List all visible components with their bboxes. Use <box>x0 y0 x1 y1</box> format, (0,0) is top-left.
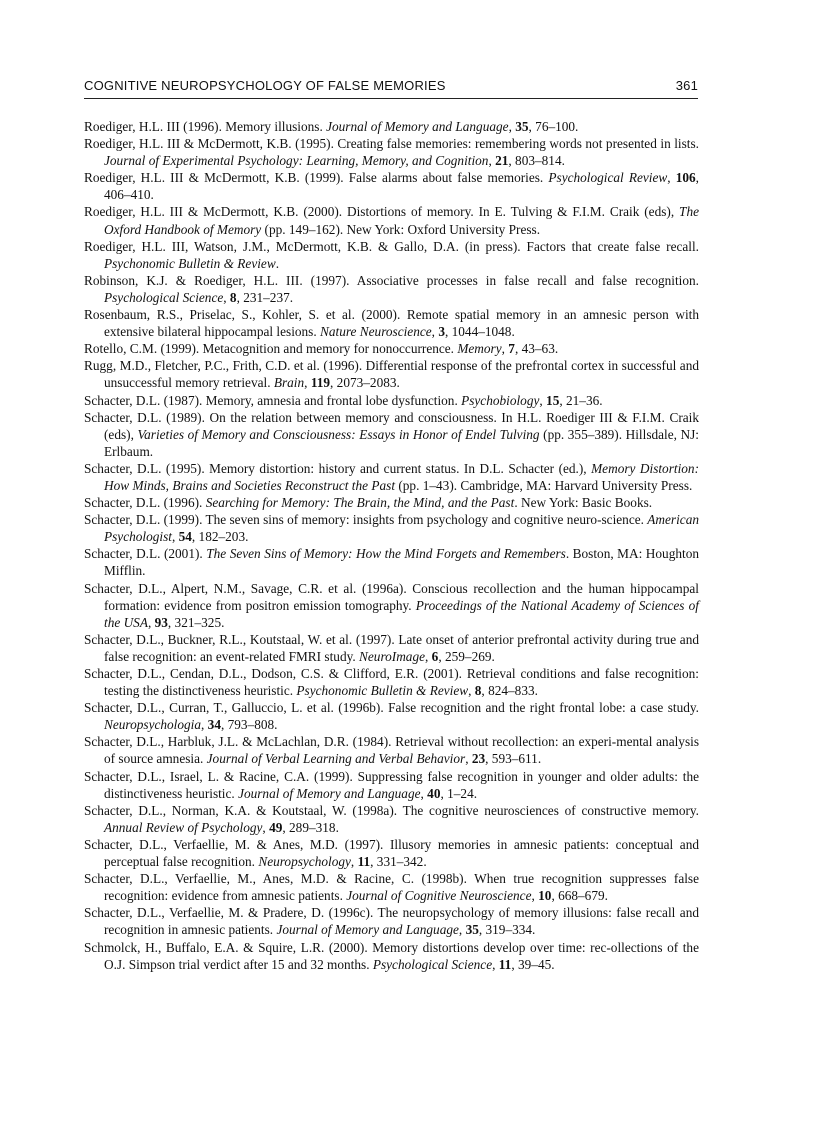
reference-text: , 2073–2083. <box>330 375 400 391</box>
reference-volume: 34 <box>207 717 221 733</box>
reference-text: , <box>223 289 230 305</box>
reference-entry <box>84 802 699 836</box>
reference-source-title: Memory <box>457 341 502 357</box>
reference-entry <box>84 631 699 665</box>
reference-volume: 93 <box>154 614 168 630</box>
reference-entry <box>84 870 699 904</box>
reference-source-title: Journal of Experimental Psychology: Learning, Memory, and Cognition <box>104 153 489 169</box>
reference-entry <box>84 357 699 391</box>
reference-text: , <box>488 153 496 169</box>
reference-text: Roediger, H.L. III & McDermott, K.B. (1995). Creating false memories: remembering words not presented in lists. <box>84 136 699 152</box>
reference-text: , <box>304 375 311 391</box>
reference-text: , <box>201 717 208 733</box>
reference-text: . <box>275 255 280 271</box>
reference-text: , <box>465 751 472 767</box>
reference-text: , <box>420 785 428 801</box>
reference-entry <box>84 580 699 631</box>
reference-source-title: Journal of Verbal Learning and Verbal Behavior <box>206 751 466 767</box>
reference-entry <box>84 665 699 699</box>
reference-text: Schacter, D.L. (1995). Memory distortion: history and current status. In D.L. Schacter (ed.), <box>84 460 592 476</box>
reference-source-title: The Oxford Handbook of Memory <box>104 204 699 237</box>
reference-text: , <box>539 392 547 408</box>
reference-text: , <box>508 119 516 134</box>
reference-text: Schacter, D.L., Verfaellie, M., Anes, M.D. & Racine, C. (1998b). When true recognition suppresses false recognition: evidence from amnesic patients. <box>84 871 699 904</box>
reference-source-title: American Psychologist <box>104 512 699 545</box>
reference-entry <box>84 939 699 973</box>
reference-source-title: Varieties of Memory and Consciousness: Essays in Honor of Endel Tulving <box>137 426 540 442</box>
reference-volume: 35 <box>515 119 529 134</box>
running-head-title: COGNITIVE NEUROPSYCHOLOGY OF FALSE MEMORIES <box>84 78 446 93</box>
reference-entry <box>84 733 699 767</box>
reference-source-title: NeuroImage <box>359 648 426 664</box>
reference-text: , 319–334. <box>478 922 536 938</box>
reference-entry <box>84 306 699 340</box>
reference-text: , 1044–1048. <box>444 324 515 340</box>
reference-text: Roediger, H.L. III & McDermott, K.B. (1999). False alarms about false memories. <box>84 170 549 186</box>
reference-entry <box>84 272 699 306</box>
reference-text: Schacter, D.L., Verfaellie, M. & Anes, M.D. (1997). Illusory memories in amnesic patients: conceptual and perceptual false recognition. <box>84 836 699 870</box>
reference-text: , <box>147 614 155 630</box>
reference-entry <box>84 545 699 579</box>
reference-text: Schacter, D.L. (1987). Memory, amnesia and frontal lobe dysfunction. <box>84 392 462 408</box>
reference-volume: 8 <box>229 289 237 305</box>
reference-text: , <box>262 819 270 835</box>
running-head <box>84 76 698 99</box>
reference-entry <box>84 392 699 409</box>
reference-volume: 21 <box>495 153 509 169</box>
reference-text: Schacter, D.L., Curran, T., Galluccio, L. et al. (1996b). False recognition and the right frontal lobe: a case study. <box>84 700 699 716</box>
reference-volume: 3 <box>438 324 445 340</box>
reference-text: Schacter, D.L., Alpert, N.M., Savage, C.R. et al. (1996a). Conscious recollection and the human hippocampal formation: evidence from positron emission tomography. <box>84 580 699 613</box>
reference-entry <box>84 118 699 135</box>
reference-text: Schacter, D.L., Israel, L. & Racine, C.A. (1999). Suppressing false recognition in younger and older adults: the distinctiveness heuristic. <box>84 768 699 801</box>
reference-text: Roediger, H.L. III, Watson, J.M., McDermott, K.B. & Gallo, D.A. (in press). Factors that create false recall. <box>84 238 699 254</box>
reference-text: , 76–100. <box>528 119 579 134</box>
reference-source-title: Annual Review of Psychology <box>104 819 263 835</box>
reference-volume: 11 <box>357 854 371 870</box>
reference-text: Rosenbaum, R.S., Priselac, S., Kohler, S. et al. (2000). Remote spatial memory in an amnesic person with extensive bilateral hippocampal lesions. <box>84 307 699 340</box>
reference-entry <box>84 238 699 272</box>
reference-source-title: Journal of Memory and Language <box>326 119 509 134</box>
reference-entry <box>84 836 699 870</box>
reference-text: Schacter, D.L., Harbluk, J.L. & McLachlan, D.R. (1984). Retrieval without recollection: an experi-mental analysis of source amnesia. <box>84 734 699 767</box>
reference-text: , 182–203. <box>191 529 249 545</box>
reference-volume: 6 <box>431 648 439 664</box>
reference-entry <box>84 169 699 203</box>
reference-text: , 259–269. <box>438 648 495 664</box>
reference-entry <box>84 460 699 494</box>
reference-source-title: Neuropsychology <box>258 854 351 870</box>
reference-source-title: Psychological Review <box>548 170 668 186</box>
reference-entry <box>84 135 699 169</box>
reference-text: , <box>171 529 179 545</box>
reference-text: , 593–611. <box>485 751 542 767</box>
reference-volume: 15 <box>546 392 560 408</box>
reference-entry <box>84 511 699 545</box>
reference-volume: 23 <box>471 751 486 767</box>
reference-source-title: Brain <box>273 375 305 391</box>
reference-text: , 406–410. <box>104 170 699 203</box>
reference-source-title: Neuropsychologia <box>104 717 202 733</box>
reference-text: , <box>492 956 499 972</box>
reference-source-title: Proceedings of the National Academy of Sciences of the USA <box>104 597 699 630</box>
reference-text: Robinson, K.J. & Roediger, H.L. III. (1997). Associative processes in false recall and false recognition. <box>84 272 699 288</box>
page-number: 361 <box>675 78 698 93</box>
reference-text: Schacter, D.L. (2001). <box>84 546 207 562</box>
reference-source-title: Psychonomic Bulletin & Review <box>296 683 469 699</box>
reference-source-title: Psychobiology <box>461 392 540 408</box>
reference-volume: 8 <box>474 683 482 699</box>
reference-source-title: Journal of Memory and Language <box>276 922 459 938</box>
reference-text: Schacter, D.L. (1996). <box>84 495 206 511</box>
reference-text: , 39–45. <box>511 956 555 972</box>
reference-entry <box>84 409 699 460</box>
reference-text: Roediger, H.L. III & McDermott, K.B. (2000). Distortions of memory. In E. Tulving & F.I.M. Craik (eds), <box>84 204 680 220</box>
reference-source-title: Journal of Cognitive Neuroscience <box>346 888 532 904</box>
reference-text: Rugg, M.D., Fletcher, P.C., Frith, C.D. et al. (1996). Differential response of the prefrontal cortex in successful and unsuccessful memory retrieval. <box>84 358 699 391</box>
reference-text: , 824–833. <box>481 683 538 699</box>
reference-text: Rotello, C.M. (1999). Metacognition and memory for nonoccurrence. <box>84 341 458 357</box>
reference-text: Schacter, D.L. (1989). On the relation between memory and consciousness. In H.L. Roediger III & F.I.M. Craik (eds), <box>84 409 699 442</box>
reference-text: , <box>531 888 539 904</box>
reference-text: . New York: Basic Books. <box>514 495 653 511</box>
reference-text: , <box>468 683 475 699</box>
reference-entry <box>84 203 699 237</box>
reference-text: . Boston, MA: Houghton Mifflin. <box>104 546 699 579</box>
reference-text: , 321–325. <box>167 614 225 630</box>
reference-source-title: Memory Distortion: How Minds, Brains and Societies Reconstruct the Past <box>104 460 699 493</box>
reference-list <box>84 118 699 973</box>
reference-volume: 54 <box>178 529 192 545</box>
reference-text: Schmolck, H., Buffalo, E.A. & Squire, L.R. (2000). Memory distortions develop over time: rec-ollections of the O.J. Simpson trial verdict after 15 and 32 months. <box>84 939 699 972</box>
reference-text: (pp. 1–43). Cambridge, MA: Harvard University Press. <box>395 477 693 493</box>
reference-source-title: Psychological Science <box>104 289 224 305</box>
reference-text: (pp. 149–162). New York: Oxford University Press. <box>261 221 541 237</box>
reference-text: , 289–318. <box>282 819 339 835</box>
reference-text: Schacter, D.L., Buckner, R.L., Koutstaal, W. et al. (1997). Late onset of anterior prefrontal activity during true and false recognition: an event-related FMRI study. <box>84 631 699 664</box>
reference-text: , 803–814. <box>508 153 565 169</box>
reference-entry <box>84 340 699 357</box>
reference-text: Schacter, D.L., Norman, K.A. & Koutstaal, W. (1998a). The cognitive neurosciences of constructive memory. <box>84 802 699 818</box>
reference-source-title: Psychonomic Bulletin & Review <box>104 255 276 271</box>
reference-text: Roediger, H.L. III (1996). Memory illusions. <box>84 119 327 134</box>
reference-text: , <box>350 854 358 870</box>
reference-text: Schacter, D.L. (1999). The seven sins of memory: insights from psychology and cognitive neuro-science. <box>84 512 648 528</box>
reference-text: (pp. 355–389). Hillsdale, NJ: Erlbaum. <box>104 426 700 459</box>
reference-volume: 10 <box>538 888 552 904</box>
reference-entry <box>84 904 699 938</box>
reference-text: , <box>501 341 509 357</box>
reference-source-title: Psychological Science <box>372 956 493 972</box>
reference-source-title: The Seven Sins of Memory: How the Mind Forgets and Remembers <box>206 546 566 562</box>
reference-text: , 793–808. <box>220 717 278 733</box>
reference-text: , <box>425 648 432 664</box>
reference-volume: 49 <box>269 819 283 835</box>
reference-entry <box>84 699 699 733</box>
reference-text: , 21–36. <box>559 392 603 408</box>
reference-text: Schacter, D.L., Verfaellie, M. & Pradere, D. (1996c). The neuropsychology of memory illusions: false recall and recognition in amnesic patients. <box>84 905 699 938</box>
reference-volume: 11 <box>498 956 512 972</box>
reference-text: , 668–679. <box>551 888 608 904</box>
reference-entry <box>84 494 699 511</box>
reference-source-title: Journal of Memory and Language <box>238 785 421 801</box>
reference-volume: 7 <box>508 341 515 357</box>
reference-text: , <box>667 170 676 186</box>
reference-text: , 231–237. <box>236 289 294 305</box>
reference-text: , <box>458 922 466 938</box>
reference-source-title: Searching for Memory: The Brain, the Mind, and the Past <box>205 495 515 511</box>
reference-volume: 35 <box>465 922 479 938</box>
reference-text: , 331–342. <box>370 854 427 870</box>
reference-source-title: Nature Neuroscience <box>320 324 432 340</box>
reference-text: , <box>431 324 439 340</box>
reference-volume: 119 <box>310 375 331 391</box>
reference-text: Schacter, D.L., Cendan, D.L., Dodson, C.S. & Clifford, E.R. (2001). Retrieval conditions and false recognition: testing the distinctiveness heuristic. <box>84 666 699 699</box>
reference-volume: 106 <box>675 170 696 186</box>
reference-entry <box>84 768 699 802</box>
reference-text: , 1–24. <box>440 785 478 801</box>
reference-text: , 43–63. <box>514 341 559 357</box>
reference-volume: 40 <box>427 785 441 801</box>
